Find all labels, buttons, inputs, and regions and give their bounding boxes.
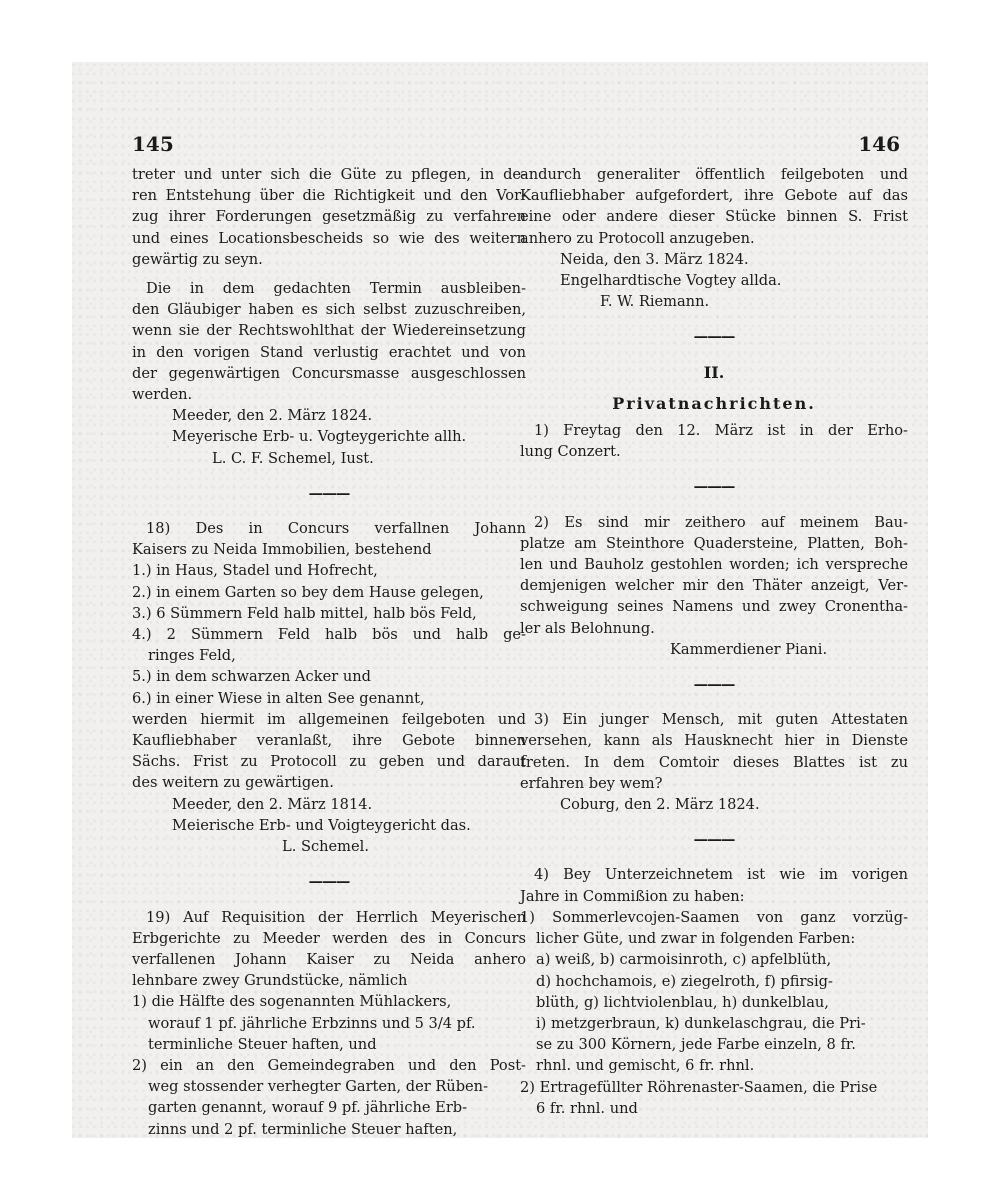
text-line: 1.) in Haus, Stadel und Hofrecht, xyxy=(132,562,378,580)
text-line: Kaisers zu Neida Immobilien, bestehend xyxy=(132,541,432,559)
text-line: Die in dem gedachten Termin ausbleiben- xyxy=(146,280,526,298)
text-line: Privatnachrichten. xyxy=(612,393,816,413)
text-line: und eines Locationsbescheids so wie des weitern xyxy=(132,229,526,247)
text-line: andurch generaliter öffentlich feilgeboten und xyxy=(520,166,908,183)
text-line: Neida, den 3. März 1824. xyxy=(560,250,749,268)
book-page xyxy=(72,62,928,1138)
text-line: Kammerdiener Piani. xyxy=(670,640,828,658)
text-line: worauf 1 pf. jährliche Erbzinns und 5 3/4 pf. xyxy=(148,1014,476,1032)
text-line: garten genannt, worauf 9 pf. jährliche Erb- xyxy=(148,1099,468,1117)
text-line: ——— xyxy=(693,478,735,496)
text-line: treten. In dem Comtoir dieses Blattes ist zu xyxy=(520,753,908,771)
text-line: wenn sie der Rechtswohlthat der Wiedereinsetzung xyxy=(132,322,526,340)
text-line: II. xyxy=(703,362,725,382)
text-line: 2) Es sind mir zeithero auf meinem Bau- xyxy=(534,513,908,531)
text-line: Meyerische Erb- u. Vogteygerichte allh. xyxy=(172,428,467,446)
text-line: 6 fr. rhnl. und xyxy=(536,1099,638,1117)
text-line: 5.) in dem schwarzen Acker und xyxy=(132,668,371,686)
text-line: Kaufliebhaber aufgefordert, ihre Gebote auf das xyxy=(520,187,908,205)
text-line: i) metzgerbraun, k) dunkelaschgrau, die Pri- xyxy=(536,1014,866,1032)
text-line: 6.) in einer Wiese in alten See genannt, xyxy=(132,689,425,707)
text-line: Coburg, den 2. März 1824. xyxy=(560,796,760,814)
text-line: terminliche Steuer haften, und xyxy=(148,1035,377,1053)
text-line: ler als Belohnung. xyxy=(520,619,655,637)
text-line: blüth, g) lichtviolenblau, h) dunkelblau, xyxy=(536,993,829,1011)
text-line: anhero zu Protocoll anzugeben. xyxy=(520,229,755,247)
text-line: zug ihrer Forderungen gesetzmäßig zu verfahren xyxy=(132,208,526,226)
text-line: treter und unter sich die Güte zu pflegen, in de- xyxy=(132,166,526,183)
text-line: Jahre in Commißion zu haben: xyxy=(520,887,745,905)
page-number-left: 145 xyxy=(132,132,174,156)
text-line: 1) Sommerlevcojen-Saamen von ganz vorzüg- xyxy=(520,908,908,926)
text-line: ——— xyxy=(308,484,350,502)
text-line: eine oder andere dieser Stücke binnen S. Frist xyxy=(520,208,908,226)
page-number-right: 146 xyxy=(858,132,900,156)
text-line: 2.) in einem Garten so bey dem Hause gelegen, xyxy=(132,583,484,601)
text-line: 19) Auf Requisition der Herrlich Meyerischen xyxy=(146,908,526,926)
text-line: Sächs. Frist zu Protocoll zu geben und darauf xyxy=(132,753,526,771)
text-line: werden. xyxy=(132,386,193,404)
text-line: in den vorigen Stand verlustig erachtet und von xyxy=(132,343,526,361)
text-line: 3) Ein junger Mensch, mit guten Attestaten xyxy=(534,711,908,729)
text-line: Kaufliebhaber veranlaßt, ihre Gebote binnen xyxy=(132,732,526,750)
text-line: 18) Des in Concurs verfallnen Johann xyxy=(146,520,526,538)
text-line: L. Schemel. xyxy=(282,838,369,856)
text-line: d) hochchamois, e) ziegelroth, f) pfirsig- xyxy=(536,972,833,990)
text-line: weg stossender verhegter Garten, der Rüben- xyxy=(148,1078,489,1096)
text-line: den Gläubiger haben es sich selbst zuzuschreiben, xyxy=(132,301,526,319)
left-column xyxy=(132,164,526,1140)
text-line: ——— xyxy=(693,676,735,694)
text-line: Meeder, den 2. März 1824. xyxy=(172,407,373,425)
text-line: Meierische Erb- und Voigteygericht das. xyxy=(172,816,471,834)
text-line: 4) Bey Unterzeichnetem ist wie im vorigen xyxy=(534,866,908,884)
text-line: ren Entstehung über die Richtigkeit und den Vor- xyxy=(132,187,526,205)
text-line: rhnl. und gemischt, 6 fr. rhnl. xyxy=(536,1057,755,1075)
text-line: schweigung seines Namens und zwey Cronentha- xyxy=(520,598,908,616)
right-column xyxy=(520,164,908,1119)
text-line: ——— xyxy=(693,328,735,346)
text-line: versehen, kann als Hausknecht hier in Dienste xyxy=(520,732,908,750)
text-line: lung Conzert. xyxy=(520,443,621,461)
text-line xyxy=(132,270,526,278)
text-line: ringes Feld, xyxy=(148,647,236,665)
text-line: zinns und 2 pf. terminliche Steuer haften, xyxy=(148,1120,458,1138)
text-line: len und Bauholz gestohlen worden; ich verspreche xyxy=(520,556,908,574)
text-line: Engelhardtische Vogtey allda. xyxy=(560,272,782,290)
text-line: werden hiermit im allgemeinen feilgeboten und xyxy=(132,710,526,728)
text-line: ——— xyxy=(693,831,735,849)
text-line: 1) die Hälfte des sogenannten Mühlackers, xyxy=(132,993,452,1011)
text-line: se zu 300 Körnern, jede Farbe einzeln, 8 fr. xyxy=(536,1036,856,1054)
text-line: Erbgerichte zu Meeder werden des in Concurs xyxy=(132,929,526,947)
text-line: Meeder, den 2. März 1814. xyxy=(172,795,373,813)
text-line: der gegenwärtigen Concursmasse ausgeschlossen xyxy=(132,364,526,382)
text-line: des weitern zu gewärtigen. xyxy=(132,774,334,792)
text-line: 1) Freytag den 12. März ist in der Erho- xyxy=(534,422,908,440)
text-line: 2) ein an den Gemeindegraben und den Post- xyxy=(132,1056,526,1074)
text-line: demjenigen welcher mir den Thäter anzeigt, Ver- xyxy=(520,577,908,595)
text-line: licher Güte, und zwar in folgenden Farben: xyxy=(536,930,856,948)
text-line: F. W. Riemann. xyxy=(600,293,710,311)
text-line: 4.) 2 Sümmern Feld halb bös und halb ge- xyxy=(132,626,526,644)
text-line: 2) Ertragefüllter Röhrenaster-Saamen, die Prise xyxy=(520,1078,878,1096)
text-line: lehnbare zwey Grundstücke, nämlich xyxy=(132,972,408,990)
text-line: 3.) 6 Sümmern Feld halb mittel, halb bös Feld, xyxy=(132,604,477,622)
text-line: ——— xyxy=(308,873,350,891)
text-line: platze am Steinthore Quadersteine, Platten, Boh- xyxy=(520,534,908,552)
text-line: L. C. F. Schemel, Iust. xyxy=(212,449,374,467)
text-line: a) weiß, b) carmoisinroth, c) apfelblüth, xyxy=(536,951,832,969)
text-line: gewärtig zu seyn. xyxy=(132,250,263,268)
text-line: verfallenen Johann Kaiser zu Neida anhero xyxy=(132,950,526,968)
text-line: erfahren bey wem? xyxy=(520,774,663,792)
